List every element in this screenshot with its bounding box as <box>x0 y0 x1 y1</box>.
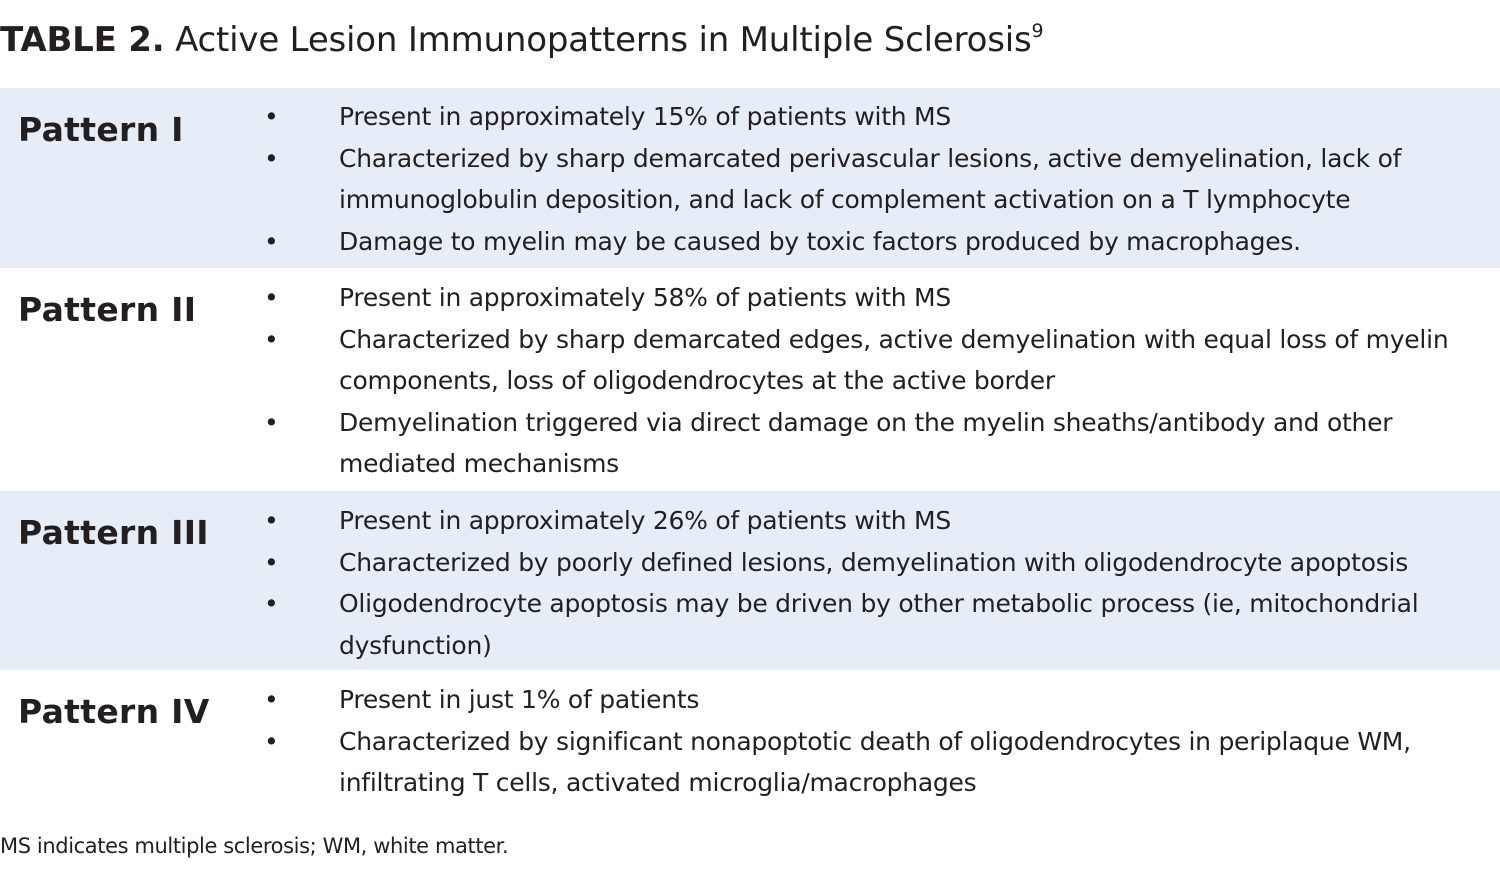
list-item <box>262 402 1480 485</box>
bullet-icon: • <box>264 547 279 577</box>
bullet-text: Oligodendrocyte apoptosis may be driven by other metabolic process (ie, mitochondrial dysfunction) <box>339 589 1419 660</box>
bullet-text: Demyelination triggered via direct damage on the myelin sheaths/antibody and other mediated mechanisms <box>339 407 1393 478</box>
table-row-pattern-4 <box>0 670 1500 810</box>
citation-superscript: 9 <box>1031 20 1044 42</box>
list-item <box>262 679 1480 721</box>
bullet-icon: • <box>264 143 279 173</box>
bullet-icon: • <box>264 283 279 312</box>
table-label: TABLE 2. <box>0 20 165 60</box>
bullet-list <box>262 277 1480 485</box>
bullet-text: Present in just 1% of patients <box>339 685 700 714</box>
list-item <box>262 721 1480 804</box>
list-item <box>262 138 1480 221</box>
immunopattern-table <box>0 88 1500 810</box>
pattern-name: Pattern II <box>18 290 197 329</box>
bullet-list <box>262 500 1480 666</box>
table-row-pattern-3 <box>0 491 1500 670</box>
list-item <box>262 319 1480 402</box>
table-title-text: Active Lesion Immunopatterns in Multiple Sclerosis <box>175 20 1032 60</box>
bullet-icon: • <box>264 324 279 354</box>
bullet-text: Present in approximately 58% of patients with MS <box>339 283 951 312</box>
pattern-name: Pattern III <box>18 513 209 552</box>
table-row-pattern-1 <box>0 88 1500 268</box>
list-item <box>262 500 1480 542</box>
bullet-text: Characterized by sharp demarcated edges, active demyelination with equal loss of myelin components, loss of oligodendrocytes at the active border <box>339 324 1449 395</box>
list-item <box>262 277 1480 319</box>
bullet-icon: • <box>264 102 279 131</box>
bullet-text: Characterized by significant nonapoptotic death of oligodendrocytes in periplaque WM, infiltrating T cells, activated microglia/macrophages <box>339 726 1411 797</box>
table-row-pattern-2 <box>0 268 1500 491</box>
bullet-icon: • <box>264 226 279 256</box>
list-item <box>262 542 1480 584</box>
table-title <box>0 16 1043 64</box>
list-item <box>262 583 1480 666</box>
pattern-name: Pattern I <box>18 110 184 149</box>
bullet-text: Present in approximately 26% of patients with MS <box>339 506 951 535</box>
pattern-name: Pattern IV <box>18 692 210 731</box>
bullet-list <box>262 96 1480 262</box>
bullet-icon: • <box>264 726 279 756</box>
bullet-text: Characterized by sharp demarcated perivascular lesions, active demyelination, lack of immunoglobulin deposition, and lack of complement activation on a T lymphocyte <box>339 143 1402 214</box>
bullet-text: Damage to myelin may be caused by toxic factors produced by macrophages. <box>339 226 1301 256</box>
bullet-icon: • <box>264 589 279 618</box>
table-footnote: MS indicates multiple sclerosis; WM, white matter. <box>0 834 509 858</box>
bullet-list <box>262 679 1480 804</box>
bullet-icon: • <box>264 685 279 714</box>
list-item <box>262 96 1480 138</box>
bullet-icon: • <box>264 506 279 535</box>
bullet-text: Characterized by poorly defined lesions, demyelination with oligodendrocyte apoptosis <box>339 547 1408 577</box>
bullet-text: Present in approximately 15% of patients with MS <box>339 102 951 131</box>
bullet-icon: • <box>264 407 279 437</box>
list-item <box>262 221 1480 263</box>
